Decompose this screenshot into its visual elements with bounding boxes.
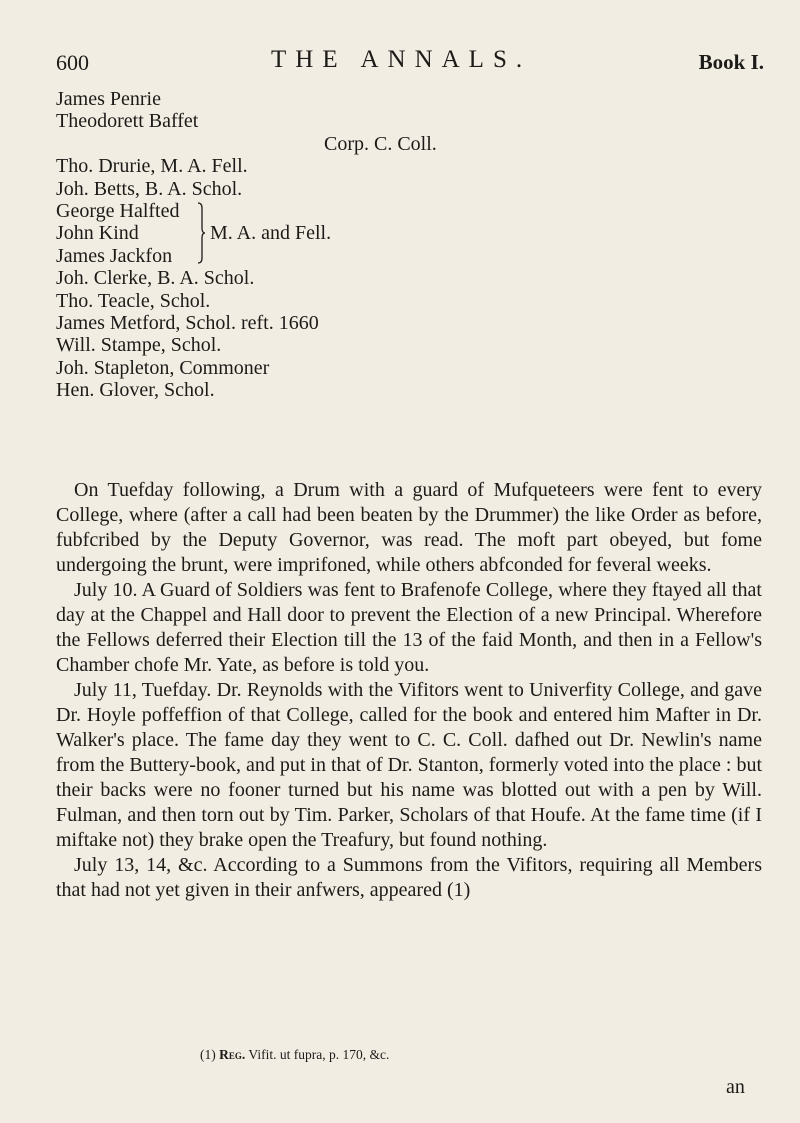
- member-name: John Kind: [56, 222, 139, 245]
- book-number: Book I.: [698, 50, 764, 74]
- footnote-text: Vifit. ut fupra, p. 170, &c.: [248, 1047, 390, 1062]
- member-name: Hen. Glover, Schol.: [56, 379, 215, 402]
- member-name: Joh. Betts, B. A. Schol.: [56, 177, 243, 200]
- member-name: George Halfted: [56, 199, 180, 222]
- page-header: [56, 44, 764, 84]
- bracket-label: M. A. and Fell.: [210, 222, 332, 245]
- paragraph: July 11, Tuefday. Dr. Reynolds with the Vifitors went to Univerfity College, and gave Dr. Hoyle poffeffion of that College, called for the book and entered him Mafter in Dr. Walker's place. The fame day they went to C. C. Coll. dafhed out Dr. Newlin's name from the Buttery-book, and put in that of Dr. Stanton, formerly voted into the place : but their backs were no fooner turned but his name was blotted out with a pen by Will. Fulman, and then torn out by Tim. Parker, Scholars of that Houfe. At the fame time (if I miftake not) they brake open the Treafury, but found nothing.: [56, 679, 762, 851]
- paragraph: On Tuefday following, a Drum with a guard of Mufqueteers were fent to every College, where (after a call had been beaten by the Drummer) the like Order as before, fubfcribed by the Deputy Governor, was read. The moft part obeyed, but fome undergoing the brunt, were imprifoned, while others abfconded for feveral weeks.: [56, 479, 762, 576]
- college-heading-line: [56, 132, 437, 155]
- member-name: James Penrie: [56, 88, 161, 110]
- running-title: THE ANNALS.: [271, 46, 532, 73]
- member-name: Tho. Drurie, M. A. Fell.: [56, 155, 248, 178]
- paragraph: July 10. A Guard of Soldiers was fent to Brafenofe College, where they ftayed all that day at the Chappel and Hall door to prevent the Election of a new Principal. Wherefore the Fellows deferred their Election till the 13 of the faid Month, and then in a Fellow's Chamber chofe Mr. Yate, as before is told you.: [56, 579, 762, 676]
- footnote: [200, 1047, 389, 1063]
- member-name: Tho. Teacle, Schol.: [56, 289, 211, 312]
- brace-icon: [197, 202, 206, 264]
- member-name: Theodorett Baffet: [56, 110, 199, 133]
- member-name: James Jackfon: [56, 244, 173, 267]
- body-text: [56, 478, 762, 903]
- member-list: [56, 88, 437, 402]
- catchword: an: [726, 1076, 745, 1098]
- footnote-abbrev: Reg.: [219, 1047, 246, 1062]
- footnote-marker: (1): [200, 1047, 216, 1062]
- member-name: Joh. Stapleton, Commoner: [56, 356, 270, 379]
- member-name: Joh. Clerke, B. A. Schol.: [56, 267, 255, 290]
- college-heading: Corp. C. Coll.: [324, 132, 437, 155]
- page-number: 600: [56, 50, 89, 75]
- member-name: Will. Stampe, Schol.: [56, 334, 222, 357]
- member-name: James Metford, Schol. reft. 1660: [56, 311, 319, 334]
- paragraph: July 13, 14, &c. According to a Summons from the Vifitors, requiring all Members that had not yet given in their anfwers, appeared (1): [56, 854, 762, 901]
- bracketed-members: [56, 199, 332, 267]
